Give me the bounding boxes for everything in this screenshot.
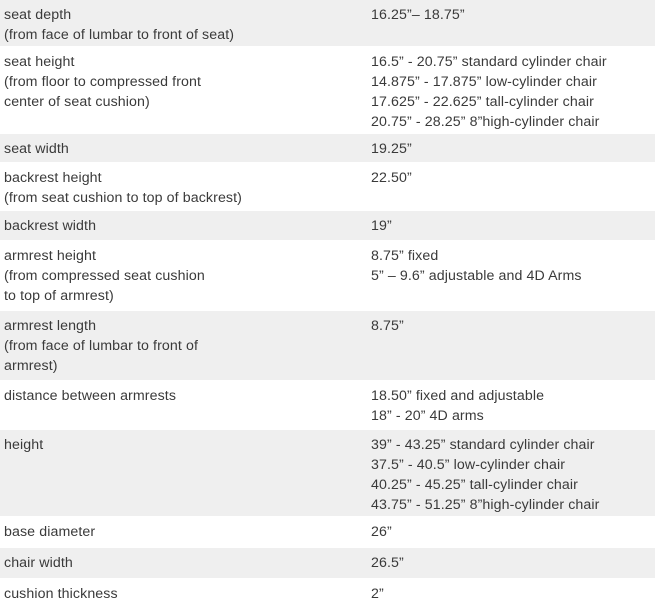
spec-value-line: 22.50” — [371, 170, 412, 186]
spec-value-line: 8.75” — [371, 318, 404, 334]
spec-label-line: seat depth — [4, 7, 72, 23]
spec-label — [0, 579, 369, 611]
spec-value-line: 26” — [371, 524, 392, 540]
spec-label — [0, 311, 369, 380]
spec-label — [0, 241, 369, 310]
spec-value-line: 37.5” - 40.5” low-cylinder chair — [371, 457, 566, 473]
spec-label — [0, 134, 369, 162]
spec-row-cushion-thickness — [0, 579, 655, 611]
spec-value — [369, 163, 655, 210]
spec-label — [0, 163, 369, 210]
spec-value-line: 43.75” - 51.25” 8”high-cylinder chair — [371, 497, 600, 513]
spec-label-line: chair width — [4, 555, 73, 571]
spec-row-seat-depth — [0, 0, 655, 47]
spec-value-line: 39” - 43.25” standard cylinder chair — [371, 437, 595, 453]
spec-label-line: to top of armrest) — [4, 288, 114, 304]
spec-row-distance-between-armrests — [0, 381, 655, 430]
spec-label-line: center of seat cushion) — [4, 94, 150, 110]
spec-value-line: 17.625” - 22.625” tall-cylinder chair — [371, 94, 594, 110]
spec-value — [369, 430, 655, 516]
spec-value — [369, 0, 655, 46]
spec-label — [0, 0, 369, 46]
spec-label-line: cushion thickness — [4, 586, 118, 602]
spec-label — [0, 47, 369, 133]
spec-label-line: (from floor to compressed front — [4, 74, 202, 90]
spec-value-line: 5” – 9.6” adjustable and 4D Arms — [371, 268, 582, 284]
spec-value — [369, 241, 655, 310]
spec-label-line: seat height — [4, 54, 75, 70]
spec-row-armrest-length — [0, 311, 655, 381]
spec-value-line: 14.875” - 17.875” low-cylinder chair — [371, 74, 597, 90]
spec-label-line: (from seat cushion to top of backrest) — [4, 190, 242, 206]
spec-value — [369, 311, 655, 380]
spec-label-line: height — [4, 437, 44, 453]
spec-value — [369, 211, 655, 240]
spec-label-line: distance between armrests — [4, 388, 177, 404]
spec-label-line: armrest length — [4, 318, 97, 334]
spec-value — [369, 517, 655, 547]
spec-value-line: 40.25” - 45.25” tall-cylinder chair — [371, 477, 578, 493]
spec-value-line: 8.75” fixed — [371, 248, 439, 264]
spec-value-line: 16.5” - 20.75” standard cylinder chair — [371, 54, 607, 70]
spec-label — [0, 430, 369, 516]
spec-label-line: armrest height — [4, 248, 97, 264]
spec-label — [0, 211, 369, 240]
spec-value-line: 18.50” fixed and adjustable — [371, 388, 545, 404]
spec-value — [369, 381, 655, 429]
spec-value-line: 19.25” — [371, 141, 412, 157]
spec-row-seat-height — [0, 47, 655, 134]
spec-value-line: 26.5” — [371, 555, 404, 571]
spec-value — [369, 548, 655, 578]
spec-row-backrest-height — [0, 163, 655, 211]
spec-value — [369, 47, 655, 133]
spec-value-line: 16.25”– 18.75” — [371, 7, 465, 23]
spec-value — [369, 134, 655, 162]
spec-row-base-diameter — [0, 517, 655, 548]
spec-label-line: (from face of lumbar to front of — [4, 338, 199, 354]
spec-label-line: backrest height — [4, 170, 102, 186]
spec-value-line: 18” - 20” 4D arms — [371, 408, 484, 424]
spec-label — [0, 548, 369, 578]
spec-label — [0, 381, 369, 429]
spec-row-armrest-height — [0, 241, 655, 311]
spec-row-backrest-width — [0, 211, 655, 241]
spec-row-height — [0, 430, 655, 517]
spec-label-line: (from face of lumbar to front of seat) — [4, 27, 235, 43]
spec-value-line: 19” — [371, 218, 392, 234]
spec-row-seat-width — [0, 134, 655, 163]
spec-label-line: base diameter — [4, 524, 96, 540]
spec-label-line: (from compressed seat cushion — [4, 268, 205, 284]
spec-value — [369, 579, 655, 611]
spec-label-line: backrest width — [4, 218, 97, 234]
spec-label-line: seat width — [4, 141, 69, 157]
spec-label — [0, 517, 369, 547]
spec-label-line: armrest) — [4, 358, 58, 374]
spec-row-chair-width — [0, 548, 655, 579]
spec-value-line: 2” — [371, 586, 384, 602]
spec-value-line: 20.75” - 28.25” 8”high-cylinder chair — [371, 114, 600, 130]
